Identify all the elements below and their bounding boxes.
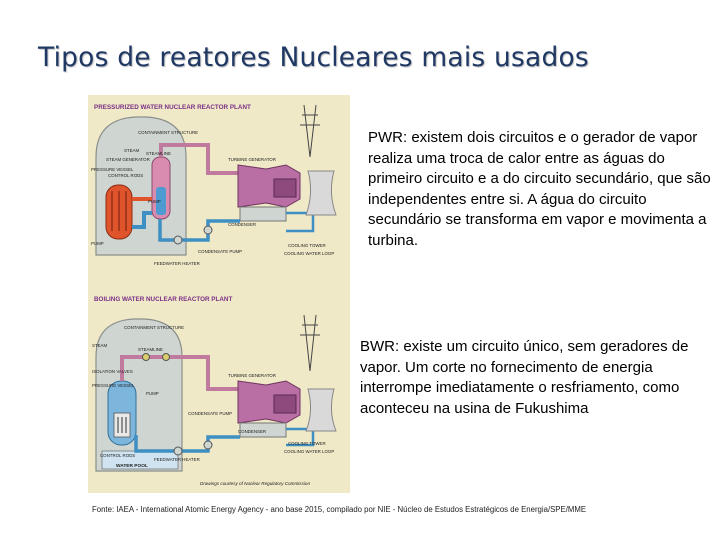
bwr-label-turbine-generator: TURBINE GENERATOR [228,373,276,378]
bwr-label-condensate-pump: CONDENSATE PUMP [188,411,233,416]
pwr-label-condensate-pump: CONDENSATE PUMP [198,249,243,254]
pwr-condenser [240,207,286,221]
pwr-label-steamline: STEAMLINE [146,151,171,156]
pwr-label-feedwater-heater: FEEDWATER HEATER [154,261,200,266]
pwr-cooling-tower [306,171,336,215]
bwr-isolation-valve-icon [143,354,150,361]
pwr-label-turbine-generator: TURBINE GENERATOR [228,157,276,162]
pwr-label-steam: STEAM [124,148,140,153]
bwr-label-pump: PUMP [146,391,159,396]
bwr-label-control-rods: CONTROL RODS [100,453,136,458]
bwr-label-cooling-tower: COOLING TOWER [288,441,326,446]
pwr-label-pump: PUMP [148,199,161,204]
pwr-diagram [91,104,336,266]
bwr-isolation-valve-icon-2 [163,354,170,361]
bwr-description: BWR: existe um circuito único, sem geradores de vapor. Um corte no fornecimento de energia interrompe imediatamente o resfriamento, como aconteceu na usina de Fukushima [360,338,689,417]
bwr-diagram-title: BOILING WATER NUCLEAR REACTOR PLANT [94,296,233,303]
bwr-credit: Drawings courtesy of Nuclear Regulatory Commission [200,481,311,486]
pwr-cooling-water-loop [286,213,313,231]
pwr-label-steam-generator: STEAM GENERATOR [106,157,150,162]
bwr-label-feedwater-heater: FEEDWATER HEATER [154,457,200,462]
bwr-transmission-tower-icon [300,315,320,371]
slide-title: Tipos de reatores Nucleares mais usados [38,42,589,73]
bwr-feedwater-heater-icon [174,447,182,455]
pwr-label-pressure-vessel: PRESSURE VESSEL [91,167,134,172]
bwr-label-containment: CONTAINMENT STRUCTURE [124,325,185,330]
pwr-label-condenser: CONDENSER [228,222,257,227]
pwr-label-pump2: PUMP [91,241,104,246]
bwr-label-steam: STEAM [92,343,108,348]
reactor-diagrams-figure [88,95,350,493]
bwr-label-water-pool: WATER POOL [116,464,148,469]
bwr-label-steamline: STEAMLINE [138,347,163,352]
pwr-label-control-rods: CONTROL RODS [108,173,144,178]
pwr-description: PWR: existem dois circuitos e o gerador de vapor realiza uma troca de calor entre as águas do primeiro circuito e a do circuito secundário, que são independentes entre si. A água do circuito secundário se transforma em vapor e movimenta a turbina. [368,129,711,249]
bwr-label-pressure-vessel: PRESSURE VESSEL [92,383,135,388]
pwr-condensate-pump-icon [204,226,212,234]
bwr-label-cooling-water-loop: COOLING WATER LOOP [284,449,335,454]
bwr-cooling-tower [306,389,336,431]
source-footnote: Fonte: IAEA - International Atomic Energy Agency - ano base 2015, compilado por NIE - Núcleo de Estudos Estratégicos de Energia/SPE/MME [92,505,587,514]
pwr-label-cooling-tower: COOLING TOWER [288,243,326,248]
bwr-condensate-pump-icon [204,441,212,449]
bwr-diagram [92,296,336,486]
bwr-label-condenser: CONDENSER [238,429,267,434]
pwr-diagram-title: PRESSURIZED WATER NUCLEAR REACTOR PLANT [94,104,251,111]
pwr-transmission-tower-icon [300,105,320,157]
pwr-feedwater-heater-icon [174,236,182,244]
reactor-diagrams-svg [88,95,350,493]
bwr-label-isolation-valves: ISOLATION VALVES [92,369,133,374]
pwr-label-containment: CONTAINMENT STRUCTURE [138,130,199,135]
pwr-label-cooling-water-loop: COOLING WATER LOOP [284,251,335,256]
